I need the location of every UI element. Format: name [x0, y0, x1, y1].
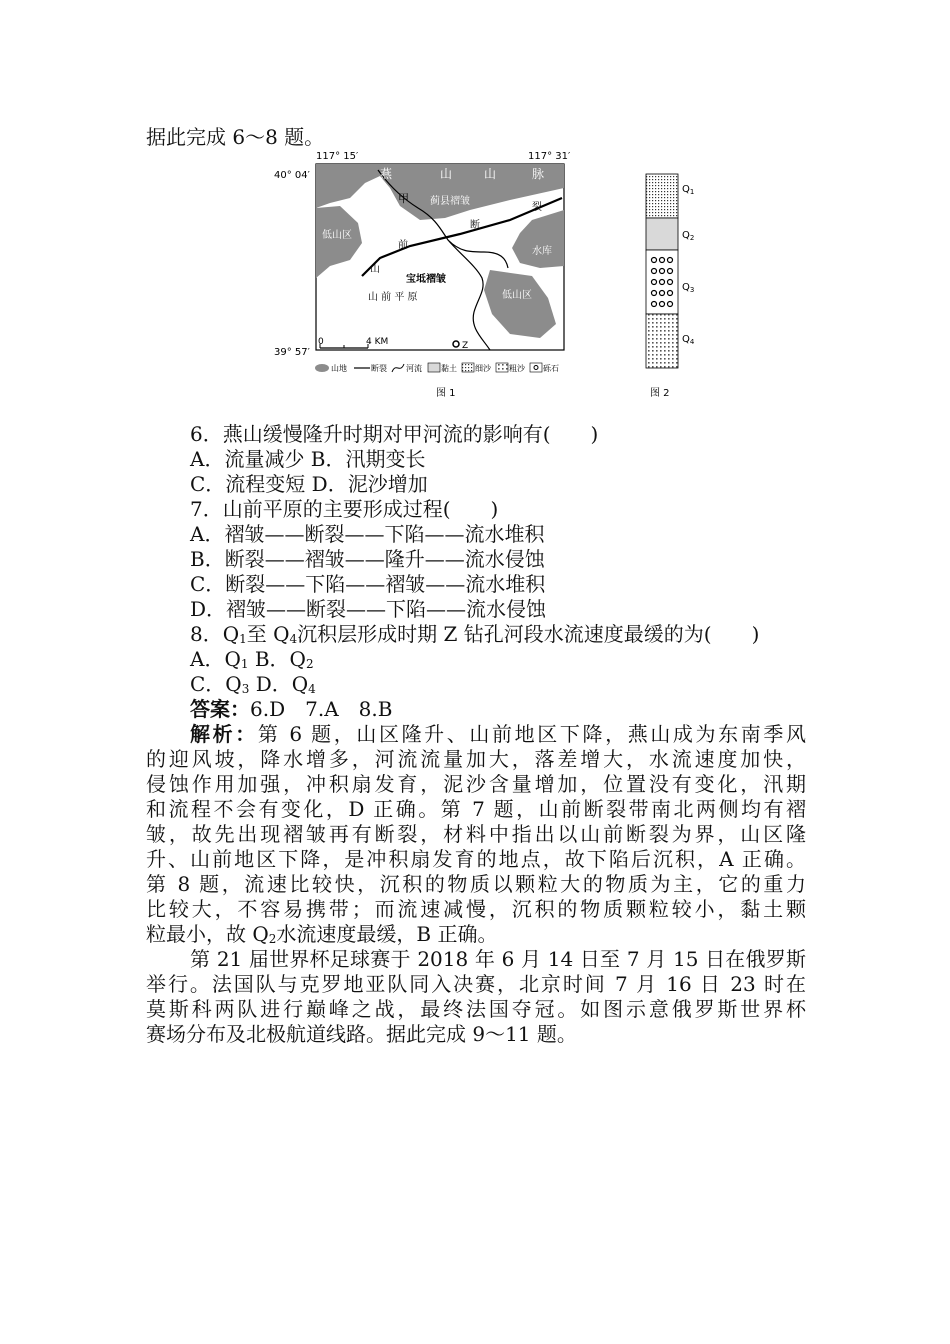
answer-label: 答案： [190, 697, 250, 721]
q6-options-ab: A．流量减少 B．汛期变长 [190, 447, 426, 471]
figure-2-caption: 图 2 [650, 388, 670, 399]
legend-coarse-sand-label: 粗沙 [509, 364, 525, 373]
reservoir-label: 水库 [532, 246, 552, 257]
mountain-char-3: 山 [484, 167, 497, 181]
mountain-char-4: 脉 [532, 167, 545, 181]
layer-q3-label: $Q_3$ [682, 282, 695, 294]
map-legend [315, 363, 559, 373]
answer-line [190, 697, 392, 721]
q7-option-b: B．断裂——褶皱——隆升——流水侵蚀 [190, 547, 545, 571]
mountain-char-1: 燕 [380, 167, 393, 181]
legend-mountain-label: 山地 [331, 364, 347, 373]
q7-option-d: D．褶皱——断裂——下陷——流水侵蚀 [190, 597, 547, 621]
lat-bottom-label: 39° 57′ [274, 347, 310, 358]
jixian-fold-label: 蓟县褶皱 [430, 196, 470, 207]
layer-q4 [646, 314, 678, 368]
intro-text: 据此完成 6～8 题。 [146, 125, 325, 149]
q8-options-ab: A．$Q_1$ B．$Q_2$ [190, 647, 314, 671]
legend-fault-label: 断裂 [371, 364, 387, 373]
legend-clay-icon [428, 363, 440, 372]
legend-fine-sand-icon [462, 363, 474, 372]
legend-gravel-icon [530, 363, 542, 372]
lon-right-label: 117° 31′ [528, 151, 571, 162]
low-mountain-left-label: 低山区 [322, 230, 352, 241]
legend-river-label: 河流 [406, 364, 422, 373]
layer-q1-label: $Q_1$ [682, 184, 695, 196]
q8-options-cd: C．$Q_3$ D．$Q_4$ [190, 672, 316, 696]
mountain-char-2: 山 [440, 167, 453, 181]
q7-option-c: C．断裂——下陷——褶皱——流水堆积 [190, 572, 546, 596]
fault-char-3: 断 [470, 220, 480, 231]
analysis-line-7: 第 8 题，流速比较快，沉积的物质以颗粒大的物质为主，它的重力 [146, 872, 806, 896]
legend-coarse-sand-icon [496, 363, 508, 372]
scale-4km-label: 4 KM [366, 337, 389, 347]
fault-char-1: 山 [370, 264, 380, 275]
layer-q1 [646, 174, 678, 218]
z-label: Z [462, 341, 469, 351]
river-jia-label: 甲 [398, 192, 409, 205]
q8-stem: 8．$Q_1$至 $Q_4$沉积层形成时期 Z 钻孔河段水流速度最缓的为( ) [190, 622, 760, 646]
analysis-label: 解析： [190, 722, 258, 746]
legend-gravel-label: 砾石 [543, 364, 559, 373]
q7-stem: 7．山前平原的主要形成过程( ) [190, 497, 499, 521]
analysis-line-5: 皱，故先出现褶皱再有断裂，材料中指出以山前断裂为界，山区隆 [146, 822, 806, 846]
baodi-fold-label: 宝坻褶皱 [406, 274, 446, 285]
plain-label: 山 前 平 原 [368, 292, 418, 303]
legend-river-icon [392, 364, 404, 372]
analysis-line-9: 粒最小，故 $Q_2$水流速度最缓，B 正确。 [146, 922, 498, 946]
next-intro-line-4: 赛场分布及北极航道线路。据此完成 9～11 题。 [146, 1022, 577, 1046]
figure-1-caption: 图 1 [436, 388, 456, 399]
answer-text: 6.D 7.A 8.B [250, 697, 393, 721]
lat-top-label: 40° 04′ [274, 170, 310, 181]
legend-fine-sand-label: 细沙 [475, 364, 491, 373]
next-intro-line-3: 莫斯科两队进行巅峰之战，最终法国夺冠。如图示意俄罗斯世界杯 [146, 997, 806, 1021]
low-mountain-right-label: 低山区 [502, 290, 532, 301]
fault-char-2: 前 [398, 240, 408, 251]
scale-zero-label: 0 [318, 337, 324, 347]
lon-left-label: 117° 15′ [316, 151, 359, 162]
analysis-line-8: 比较大，不容易携带；而流速减慢，沉积的物质颗粒较小，黏土颗 [146, 897, 806, 921]
layer-q4-label: $Q_4$ [682, 334, 695, 346]
q7-option-a: A．褶皱——断裂——下陷——流水堆积 [190, 522, 545, 546]
analysis-line-4: 和流程不会有变化，D 正确。第 7 题，山前断裂带南北两侧均有褶 [146, 797, 806, 821]
q6-stem: 6．燕山缓慢隆升时期对甲河流的影响有( ) [190, 422, 599, 446]
next-intro-line-1: 第 21 届世界杯足球赛于 2018 年 6 月 14 日至 7 月 15 日在俄罗斯 [190, 947, 806, 971]
fault-char-4: 裂 [532, 202, 542, 213]
legend-mountain-icon [315, 364, 329, 372]
q6-options-cd: C．流程变短 D．泥沙增加 [190, 472, 428, 496]
next-intro-line-2: 举行。法国队与克罗地亚队同入决赛，北京时间 7 月 16 日 23 时在 [146, 972, 806, 996]
analysis-line-1: 解析：第 6 题，山区隆升、山前地区下降，燕山成为东南季风 [190, 722, 806, 746]
layer-q2-label: $Q_2$ [682, 230, 695, 242]
figure-2-column [640, 170, 710, 400]
analysis-line-3: 侵蚀作用加强，冲积扇发育，泥沙含量增加，位置没有变化，汛期 [146, 772, 806, 796]
layer-q3 [646, 250, 678, 314]
legend-clay-label: 黏土 [441, 364, 457, 373]
figure-1-map [270, 148, 590, 400]
analysis-line-2: 的迎风坡，降水增多，河流流量加大，落差增大，水流速度加快， [146, 747, 806, 771]
layer-q2 [646, 218, 678, 250]
analysis-line-6: 升、山前地区下降，是冲积扇发育的地点，故下陷后沉积，A 正确。 [146, 847, 806, 871]
